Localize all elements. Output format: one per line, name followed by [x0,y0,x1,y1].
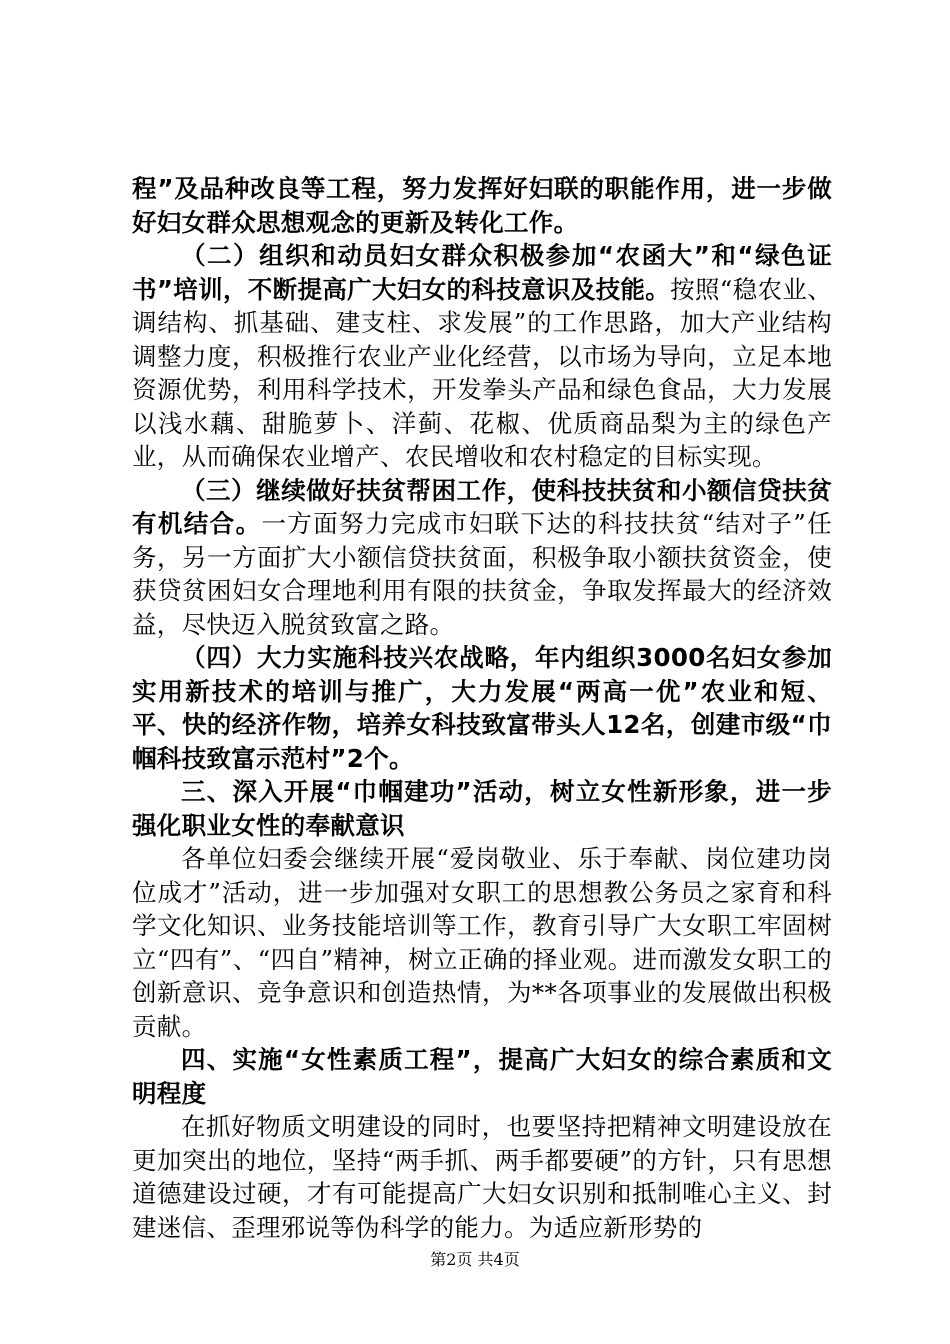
document-body [132,172,832,1244]
paragraph-lead-3: （三）继续做好扶贫帮困工作，使科技扶贫和小额信贷扶贫有机结合。 [132,475,832,538]
paragraph-section-4: （四）大力实施科技兴农战略，年内组织3000名妇女参加实用新技术的培训与推广，大力发展“两高一优”农业和短、平、快的经济作物，培养女科技致富带头人12名，创建市级“巾帼科技致富示范村”2个。 [132,643,832,773]
paragraph-lead-2: （二）组织和动员妇女群众积极参加“农函大”和“绿色证书”培训，不断提高广大妇女的科技意识及技能。 [132,241,832,304]
paragraph-section-2 [132,239,832,474]
paragraph-body-2: 按照“稳农业、调结构、抓基础、建支柱、求发展”的工作思路，加大产业结构调整力度，积极推行农业产业化经营，以市场为导向，立足本地资源优势，利用科学技术，开发拳头产品和绿色食品，大力发展以浅水藕、甜脆萝卜、洋蓟、花椒、优质商品梨为主的绿色产业，从而确保农业增产、农民增收和农村稳定的目标实现。 [132,274,833,471]
paragraph-body-3: 一方面努力完成市妇联下达的科技扶贫“结对子”任务，另一方面扩大小额信贷扶贫面，积极争取小额扶贫资金，使获贷贫困妇女合理地利用有限的扶贫金，争取发挥最大的经济效益，尽快迈入脱贫致富之路。 [132,509,833,639]
heading-section-four: 四、实施“女性素质工程”，提高广大妇女的综合素质和文明程度 [132,1045,832,1108]
heading-section-three: 三、深入开展“巾帼建功”活动，树立女性新形象，进一步强化职业女性的奉献意识 [132,777,832,840]
paragraph-section-three-body: 各单位妇委会继续开展“爱岗敬业、乐于奉献、岗位建功岗位成才”活动，进一步加强对女职工的思想教公务员之家育和科学文化知识、业务技能培训等工作，教育引导广大女职工牢固树立“四有”、“四自”精神，树立正确的择业观。进而激发女职工的创新意识、竞争意识和创造热情，为**各项事业的发展做出积极贡献。 [132,844,832,1041]
paragraph-section-3 [132,474,832,642]
paragraph-continuation: 程”及品种改良等工程，努力发挥好妇联的职能作用，进一步做好妇女群众思想观念的更新及转化工作。 [132,174,832,237]
paragraph-section-four-body: 在抓好物质文明建设的同时，也要坚持把精神文明建设放在更加突出的地位，坚持“两手抓、两手都要硬”的方针，只有思想道德建设过硬，才有可能提高广大妇女识别和抵制唯心主义、封建迷信、歪理邪说等伪科学的能力。为适应新形势的 [132,1112,832,1242]
page-footer: 第2页 共4页 [430,1250,520,1269]
